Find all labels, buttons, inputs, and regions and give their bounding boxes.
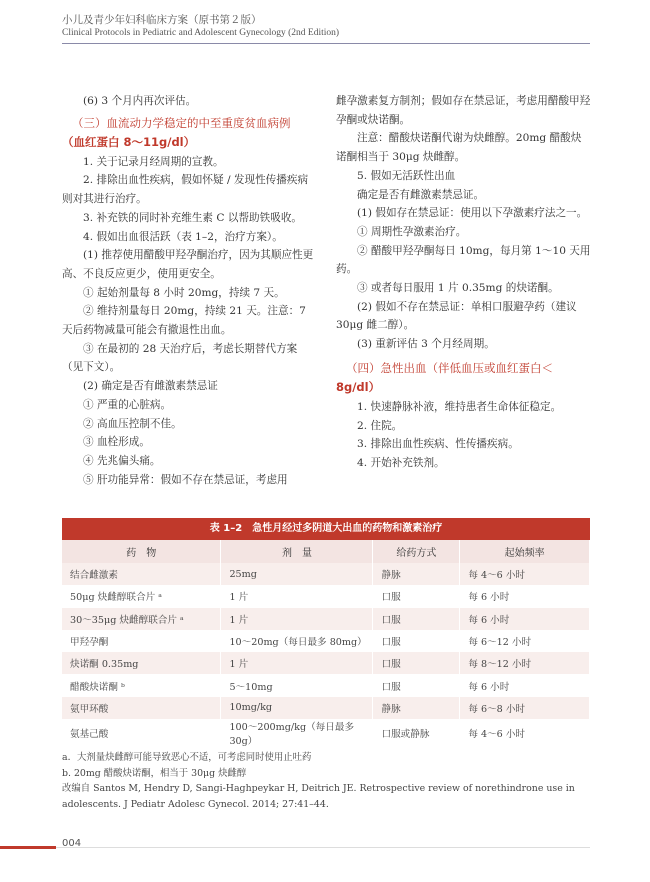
running-header <box>62 13 590 44</box>
table-cell: 5～10mg <box>221 674 373 696</box>
table-cell: 30～35μg 炔雌醇联合片 ᵃ <box>62 608 221 630</box>
list-item: ⑤ 肝功能异常：假如不存在禁忌证，考虑用 <box>83 473 288 486</box>
table-row <box>62 674 590 696</box>
table-cell: 每 6 小时 <box>460 585 590 607</box>
column-header: 剂 量 <box>221 540 373 563</box>
list-item: (3) 重新评估 3 个月经周期。 <box>357 338 495 351</box>
list-item: 3. 排除出血性疾病、性传播疾病。 <box>357 438 519 451</box>
list-item: 2. 住院。 <box>357 419 403 432</box>
list-item: 雌孕激素复方制剂；假如存在禁忌证，考虑用醋酸甲羟孕酮或炔诺酮。 <box>336 95 591 126</box>
section-heading-3 <box>62 113 317 133</box>
table-cell: 醋酸炔诺酮 ᵇ <box>62 674 221 696</box>
section-heading-4-cont <box>336 377 591 397</box>
footer-rule <box>56 847 590 848</box>
list-item: ② 高血压控制不佳。 <box>83 417 182 430</box>
column-header: 药 物 <box>62 540 221 563</box>
list-item: (1) 推荐使用醋酸甲羟孕酮治疗，因为其顺应性更高、不良反应更少，使用更安全。 <box>62 249 314 280</box>
list-item: ④ 先兆偏头痛。 <box>83 454 161 467</box>
list-item: 3. 补充铁的同时补充维生素 C 以帮助铁吸收。 <box>83 211 303 224</box>
list-item: 1. 关于记录月经周期的宣教。 <box>83 155 224 168</box>
table-cell: 每 4～6 小时 <box>460 563 590 585</box>
table-cell: 口服 <box>373 608 460 630</box>
page-number: 004 <box>62 838 82 849</box>
table-cell: 每 6～12 小时 <box>460 630 590 652</box>
table-cell: 甲羟孕酮 <box>62 630 221 652</box>
drug-table <box>62 518 590 747</box>
table-row <box>62 630 590 652</box>
table-row <box>62 652 590 674</box>
table-cell: 1 片 <box>221 652 373 674</box>
table-cell: 10mg/kg <box>221 697 373 719</box>
table-cell: 50μg 炔雌醇联合片 ᵃ <box>62 585 221 607</box>
table-cell: 25mg <box>221 563 373 585</box>
table-caption: 表 1–2 急性月经过多阴道大出血的药物和激素治疗 <box>62 518 590 540</box>
table-cell: 静脉 <box>373 697 460 719</box>
table-cell: 1 片 <box>221 608 373 630</box>
section-heading-4 <box>336 358 591 378</box>
list-item: ③ 或者每日服用 1 片 0.35mg 的炔诺酮。 <box>357 282 559 295</box>
list-item: ② 维持剂量每日 20mg，持续 21 天。注意：7 天后药物减量可能会有撤退性出血。 <box>62 305 306 337</box>
table-cell: 静脉 <box>373 563 460 585</box>
list-item: ③ 在最初的 28 天治疗后，考虑长期替代方案（见下文）。 <box>62 342 298 374</box>
list-item: 1. 快速静脉补液，维持患者生命体征稳定。 <box>357 400 562 413</box>
table-cell: 炔诺酮 0.35mg <box>62 652 221 674</box>
column-header: 起始频率 <box>460 540 590 563</box>
column-header: 给药方式 <box>373 540 460 563</box>
table-notes <box>62 750 590 812</box>
left-column <box>62 92 317 489</box>
list-item: ① 起始剂量每 8 小时 20mg，持续 7 天。 <box>83 286 285 299</box>
section-heading-line: （三）血流动力学稳定的中至重度贫血病例 <box>72 115 291 130</box>
table-cell: 每 6 小时 <box>460 608 590 630</box>
table-cell: 每 8～12 小时 <box>460 652 590 674</box>
list-item: 4. 开始补充铁剂。 <box>357 456 445 469</box>
table-cell: 氨甲环酸 <box>62 697 221 719</box>
list-item: (1) 假如存在禁忌证：使用以下孕激素疗法之一。 <box>357 207 588 220</box>
list-item: (2) 假如不存在禁忌证：单相口服避孕药（建议 30μg 雌二醇）。 <box>336 300 577 332</box>
list-item: 2. 排除出血性疾病，假如怀疑 / 发现性传播疾病则对其进行治疗。 <box>62 174 309 206</box>
table-cell: 结合雌激素 <box>62 563 221 585</box>
table-cell: 每 4～6 小时 <box>460 719 590 747</box>
table-cell: 每 6 小时 <box>460 674 590 696</box>
table-cell: 口服 <box>373 630 460 652</box>
table-cell: 氨基己酸 <box>62 719 221 747</box>
table-row <box>62 719 590 747</box>
book-title-en: Clinical Protocols in Pediatric and Adolescent Gynecology (2nd Edition) <box>62 28 340 38</box>
footer-accent-bar <box>0 846 56 849</box>
section-heading-line: 8g/dl） <box>336 379 381 394</box>
header-rule <box>62 43 590 44</box>
table-row <box>62 585 590 607</box>
table-cell: 口服 <box>373 652 460 674</box>
right-column <box>336 92 591 473</box>
table-cell: 1 片 <box>221 585 373 607</box>
source-note: 改编自 Santos M, Hendry D, Sangi-Haghpeykar H, Deitrich JE. Retrospective review of norethindrone use in adolescents. J Pediatr Adolesc Gynecol. 2014; 27:41–44. <box>62 783 575 810</box>
list-item: 注意：醋酸炔诺酮代谢为炔雌醇。20mg 醋酸炔诺酮相当于 30μg 炔雌醇。 <box>336 132 582 164</box>
book-title-zh: 小儿及青少年妇科临床方案（原书第２版） <box>62 14 262 26</box>
table-cell: 口服或静脉 <box>373 719 460 747</box>
footnote-a: a．大剂量炔雌醇可能导致恶心不适，可考虑同时使用止吐药 <box>62 752 312 763</box>
footnote-b: b. 20mg 醋酸炔诺酮，相当于 30μg 炔雌醇 <box>62 767 247 779</box>
table-cell: 口服 <box>373 585 460 607</box>
list-item: ③ 血栓形成。 <box>83 436 150 449</box>
list-item: 确定是否有雌激素禁忌证。 <box>357 188 485 201</box>
section-heading-3-cont <box>62 132 317 152</box>
paragraph: (6) 3 个月内再次评估。 <box>83 95 197 107</box>
list-item: 4. 假如出血很活跃（表 1–2，治疗方案）。 <box>83 230 283 243</box>
table-cell: 每 6～8 小时 <box>460 697 590 719</box>
list-item: ① 周期性孕激素治疗。 <box>357 225 467 238</box>
table-cell: 100～200mg/kg（每日最多 30g） <box>221 719 373 747</box>
list-item: ② 醋酸甲羟孕酮每日 10mg，每月第 1～10 天用药。 <box>336 244 591 276</box>
table-header-row <box>62 540 590 563</box>
table-row <box>62 697 590 719</box>
table-row <box>62 608 590 630</box>
table-cell: 10～20mg（每日最多 80mg） <box>221 630 373 652</box>
table-row <box>62 563 590 585</box>
section-heading-line: （四）急性出血（伴低血压或血红蛋白＜ <box>346 360 553 375</box>
section-heading-line: （血红蛋白 8～11g/dl） <box>62 134 196 149</box>
list-item: ① 严重的心脏病。 <box>83 398 172 411</box>
list-item: (2) 确定是否有雌激素禁忌证 <box>83 380 218 393</box>
table-cell: 口服 <box>373 674 460 696</box>
list-item: 5. 假如无活跃性出血 <box>357 169 456 182</box>
